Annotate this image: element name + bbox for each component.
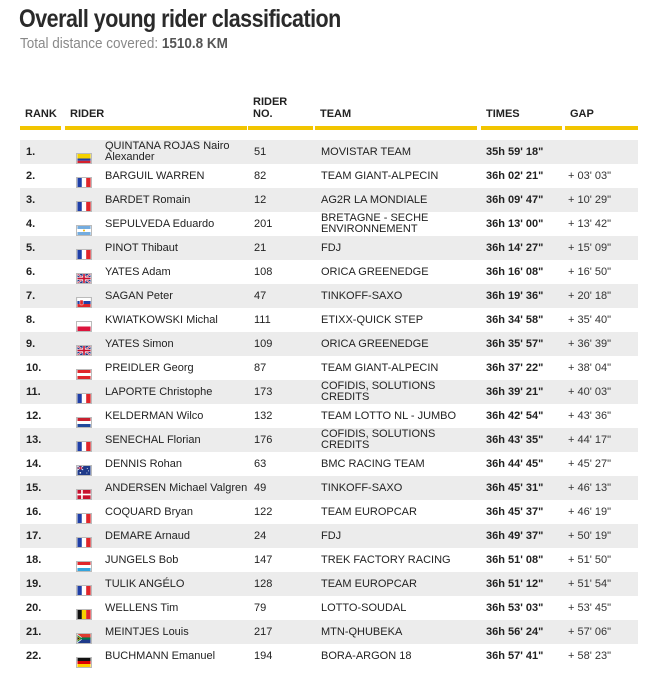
rank-cell: 6. — [26, 266, 36, 278]
team-name[interactable]: MOVISTAR TEAM — [321, 145, 412, 158]
gap-cell: + 53' 45" — [568, 602, 612, 614]
time-cell: 36h 34' 58" — [486, 314, 544, 326]
rider-number: 49 — [254, 482, 267, 494]
time-cell: 35h 59' 18" — [486, 146, 544, 158]
rider-name[interactable]: DEMARE Arnaud — [105, 529, 190, 542]
rank-cell: 15. — [26, 482, 42, 494]
gap-cell: + 46' 19" — [568, 506, 612, 518]
gap-cell: + 36' 39" — [568, 338, 612, 350]
rider-name[interactable]: JUNGELS Bob — [105, 553, 179, 566]
rank-cell: 10. — [26, 362, 42, 374]
time-cell: 36h 42' 54" — [486, 410, 544, 422]
gap-cell: + 58' 23" — [568, 650, 612, 662]
rank-cell: 8. — [26, 314, 36, 326]
rank-cell: 9. — [26, 338, 36, 350]
table-row[interactable] — [20, 572, 638, 596]
rank-cell: 11. — [26, 386, 41, 398]
rider-name[interactable]: BUCHMANN Emanuel — [105, 649, 216, 662]
time-cell: 36h 45' 31" — [486, 482, 544, 494]
team-name[interactable]: TEAM EUROPCAR — [321, 577, 417, 590]
rider-name[interactable]: SAGAN Peter — [105, 289, 173, 302]
table-row[interactable] — [20, 308, 638, 332]
team-name[interactable]: ETIXX-QUICK STEP — [321, 313, 424, 326]
team-name[interactable]: BORA-ARGON 18 — [321, 649, 412, 662]
rank-cell: 13. — [26, 434, 42, 446]
time-cell: 36h 37' 22" — [486, 362, 544, 374]
rider-number: 87 — [254, 362, 267, 374]
table-row[interactable] — [20, 236, 638, 260]
table-row[interactable] — [20, 596, 638, 620]
gap-cell: + 40' 03" — [568, 386, 612, 398]
rider-number: 176 — [254, 434, 273, 446]
time-cell: 36h 16' 08" — [486, 266, 544, 278]
time-cell: 36h 44' 45" — [486, 458, 544, 470]
rider-name[interactable]: TULIK ANGÉLO — [105, 577, 185, 590]
gap-cell: + 35' 40" — [568, 314, 612, 326]
table-row[interactable] — [20, 452, 638, 476]
rider-name[interactable]: BARDET Romain — [105, 193, 191, 206]
team-name[interactable]: FDJ — [321, 529, 342, 542]
rider-name[interactable]: ANDERSEN Michael Valgren — [105, 481, 248, 494]
rank-cell: 22. — [26, 650, 42, 662]
table-header — [20, 96, 638, 130]
rider-name[interactable]: KELDERMAN Wilco — [105, 409, 204, 422]
table-row[interactable] — [20, 212, 638, 236]
distance-label: Total distance covered: — [20, 35, 162, 52]
rider-name[interactable]: PINOT Thibaut — [105, 241, 178, 254]
rider-number: 109 — [254, 338, 273, 350]
time-cell: 36h 02' 21" — [486, 170, 544, 182]
rank-cell: 7. — [26, 290, 36, 302]
rank-cell: 16. — [26, 506, 42, 518]
team-name[interactable]: BRETAGNE - SECHE ENVIRONNEMENT — [321, 212, 429, 235]
table-row[interactable] — [20, 164, 638, 188]
rider-number: 194 — [254, 650, 273, 662]
rider-number: 132 — [254, 410, 273, 422]
table-row[interactable] — [20, 524, 638, 548]
page-title: Overall young rider classification — [19, 5, 341, 33]
rider-name[interactable]: WELLENS Tim — [105, 601, 179, 614]
gap-cell: + 57' 06" — [568, 626, 612, 638]
rider-name[interactable]: KWIATKOWSKI Michal — [105, 313, 218, 326]
table-row[interactable] — [20, 548, 638, 572]
time-cell: 36h 53' 03" — [486, 602, 544, 614]
gap-cell: + 16' 50" — [568, 266, 612, 278]
distance-value: 1510.8 KM — [161, 35, 228, 52]
time-cell: 36h 13' 00" — [486, 218, 544, 230]
header-rider[interactable]: RIDER — [65, 96, 247, 130]
team-name[interactable]: TEAM EUROPCAR — [321, 505, 417, 518]
time-cell: 36h 45' 37" — [486, 506, 544, 518]
rider-number: 47 — [254, 290, 267, 302]
time-cell: 36h 14' 27" — [486, 242, 544, 254]
time-cell: 36h 56' 24" — [486, 626, 544, 638]
team-name[interactable]: LOTTO-SOUDAL — [321, 601, 407, 614]
header-rank[interactable]: RANK — [20, 96, 61, 130]
rider-name[interactable]: QUINTANA ROJAS Nairo Alexander — [105, 140, 230, 163]
rank-cell: 14. — [26, 458, 42, 470]
table-row[interactable] — [20, 332, 638, 356]
page-subtitle — [20, 35, 228, 52]
rider-name[interactable]: YATES Simon — [105, 337, 174, 350]
rider-name[interactable]: SEPULVEDA Eduardo — [105, 217, 215, 230]
classification-table — [20, 140, 638, 668]
rank-cell: 18. — [26, 554, 42, 566]
table-row[interactable] — [20, 380, 638, 404]
gap-cell: + 44' 17" — [568, 434, 612, 446]
rank-cell: 2. — [26, 170, 36, 182]
gap-cell: + 46' 13" — [568, 482, 612, 494]
rank-cell: 17. — [26, 530, 42, 542]
rank-cell: 20. — [26, 602, 42, 614]
rider-number: 108 — [254, 266, 273, 278]
table-row[interactable] — [20, 284, 638, 308]
rider-number: 24 — [254, 530, 267, 542]
flag-ger-icon — [76, 650, 92, 674]
rider-number: 128 — [254, 578, 273, 590]
header-team[interactable]: TEAM — [315, 96, 477, 130]
gap-cell: + 13' 42" — [568, 218, 612, 230]
time-cell: 36h 57' 41" — [486, 650, 544, 662]
table-row[interactable] — [20, 476, 638, 500]
table-row[interactable] — [20, 620, 638, 644]
table-row[interactable] — [20, 356, 638, 380]
gap-cell: + 51' 50" — [568, 554, 612, 566]
table-row[interactable] — [20, 428, 638, 452]
rider-name[interactable]: LAPORTE Christophe — [105, 385, 213, 398]
table-row[interactable] — [20, 404, 638, 428]
time-cell: 36h 51' 12" — [486, 578, 544, 590]
table-row[interactable] — [20, 140, 638, 164]
time-cell: 36h 19' 36" — [486, 290, 544, 302]
team-name[interactable]: BMC RACING TEAM — [321, 457, 425, 470]
time-cell: 36h 09' 47" — [486, 194, 544, 206]
gap-cell: + 38' 04" — [568, 362, 612, 374]
rider-name[interactable]: BARGUIL WARREN — [105, 169, 205, 182]
team-name[interactable]: TINKOFF-SAXO — [321, 289, 403, 302]
gap-cell: + 43' 36" — [568, 410, 612, 422]
time-cell: 36h 35' 57" — [486, 338, 544, 350]
gap-cell: + 10' 29" — [568, 194, 612, 206]
team-name[interactable]: COFIDIS, SOLUTIONS CREDITS — [321, 380, 436, 403]
header-gap[interactable]: GAP — [565, 96, 638, 130]
rider-name[interactable]: DENNIS Rohan — [105, 457, 183, 470]
table-row[interactable] — [20, 500, 638, 524]
team-name[interactable]: ORICA GREENEDGE — [321, 337, 429, 350]
team-name[interactable]: FDJ — [321, 241, 342, 254]
gap-cell: + 20' 18" — [568, 290, 612, 302]
team-name[interactable]: TINKOFF-SAXO — [321, 481, 403, 494]
team-name[interactable]: TEAM LOTTO NL - JUMBO — [321, 409, 457, 422]
rider-number: 79 — [254, 602, 267, 614]
rider-name[interactable]: PREIDLER Georg — [105, 361, 194, 374]
rank-cell: 21. — [26, 626, 42, 638]
time-cell: 36h 51' 08" — [486, 554, 544, 566]
gap-cell: + 45' 27" — [568, 458, 612, 470]
rank-cell: 3. — [26, 194, 36, 206]
table-row[interactable] — [20, 260, 638, 284]
gap-cell: + 51' 54" — [568, 578, 612, 590]
rider-number: 173 — [254, 386, 273, 398]
table-row[interactable] — [20, 644, 638, 668]
header-times[interactable]: TIMES — [481, 96, 562, 130]
rider-name[interactable]: MEINTJES Louis — [105, 625, 189, 638]
rank-cell: 1. — [26, 146, 36, 158]
rider-number: 122 — [254, 506, 273, 518]
rider-number: 21 — [254, 242, 267, 254]
rider-number: 111 — [254, 314, 271, 326]
rider-number: 147 — [254, 554, 273, 566]
table-row[interactable] — [20, 188, 638, 212]
rank-cell: 12. — [26, 410, 42, 422]
gap-cell: + 03' 03" — [568, 170, 612, 182]
rider-name[interactable]: SENECHAL Florian — [105, 433, 201, 446]
rider-name[interactable]: COQUARD Bryan — [105, 505, 194, 518]
time-cell: 36h 49' 37" — [486, 530, 544, 542]
rider-number: 12 — [254, 194, 267, 206]
rider-number: 201 — [254, 218, 273, 230]
rank-cell: 19. — [26, 578, 42, 590]
team-name[interactable]: COFIDIS, SOLUTIONS CREDITS — [321, 428, 436, 451]
rider-number: 82 — [254, 170, 267, 182]
team-name[interactable]: TEAM GIANT-ALPECIN — [321, 361, 439, 374]
team-name[interactable]: TEAM GIANT-ALPECIN — [321, 169, 439, 182]
rank-cell: 5. — [26, 242, 36, 254]
header-rider-no[interactable]: RIDER NO. — [248, 96, 313, 130]
rider-number: 51 — [254, 146, 267, 158]
time-cell: 36h 39' 21" — [486, 386, 544, 398]
team-name[interactable]: AG2R LA MONDIALE — [321, 193, 428, 206]
gap-cell: + 50' 19" — [568, 530, 612, 542]
team-name[interactable]: ORICA GREENEDGE — [321, 265, 429, 278]
rank-cell: 4. — [26, 218, 36, 230]
team-name[interactable]: TREK FACTORY RACING — [321, 553, 451, 566]
rider-number: 217 — [254, 626, 273, 638]
rider-number: 63 — [254, 458, 267, 470]
gap-cell: + 15' 09" — [568, 242, 612, 254]
rider-name[interactable]: YATES Adam — [105, 265, 171, 278]
time-cell: 36h 43' 35" — [486, 434, 544, 446]
team-name[interactable]: MTN-QHUBEKA — [321, 625, 403, 638]
